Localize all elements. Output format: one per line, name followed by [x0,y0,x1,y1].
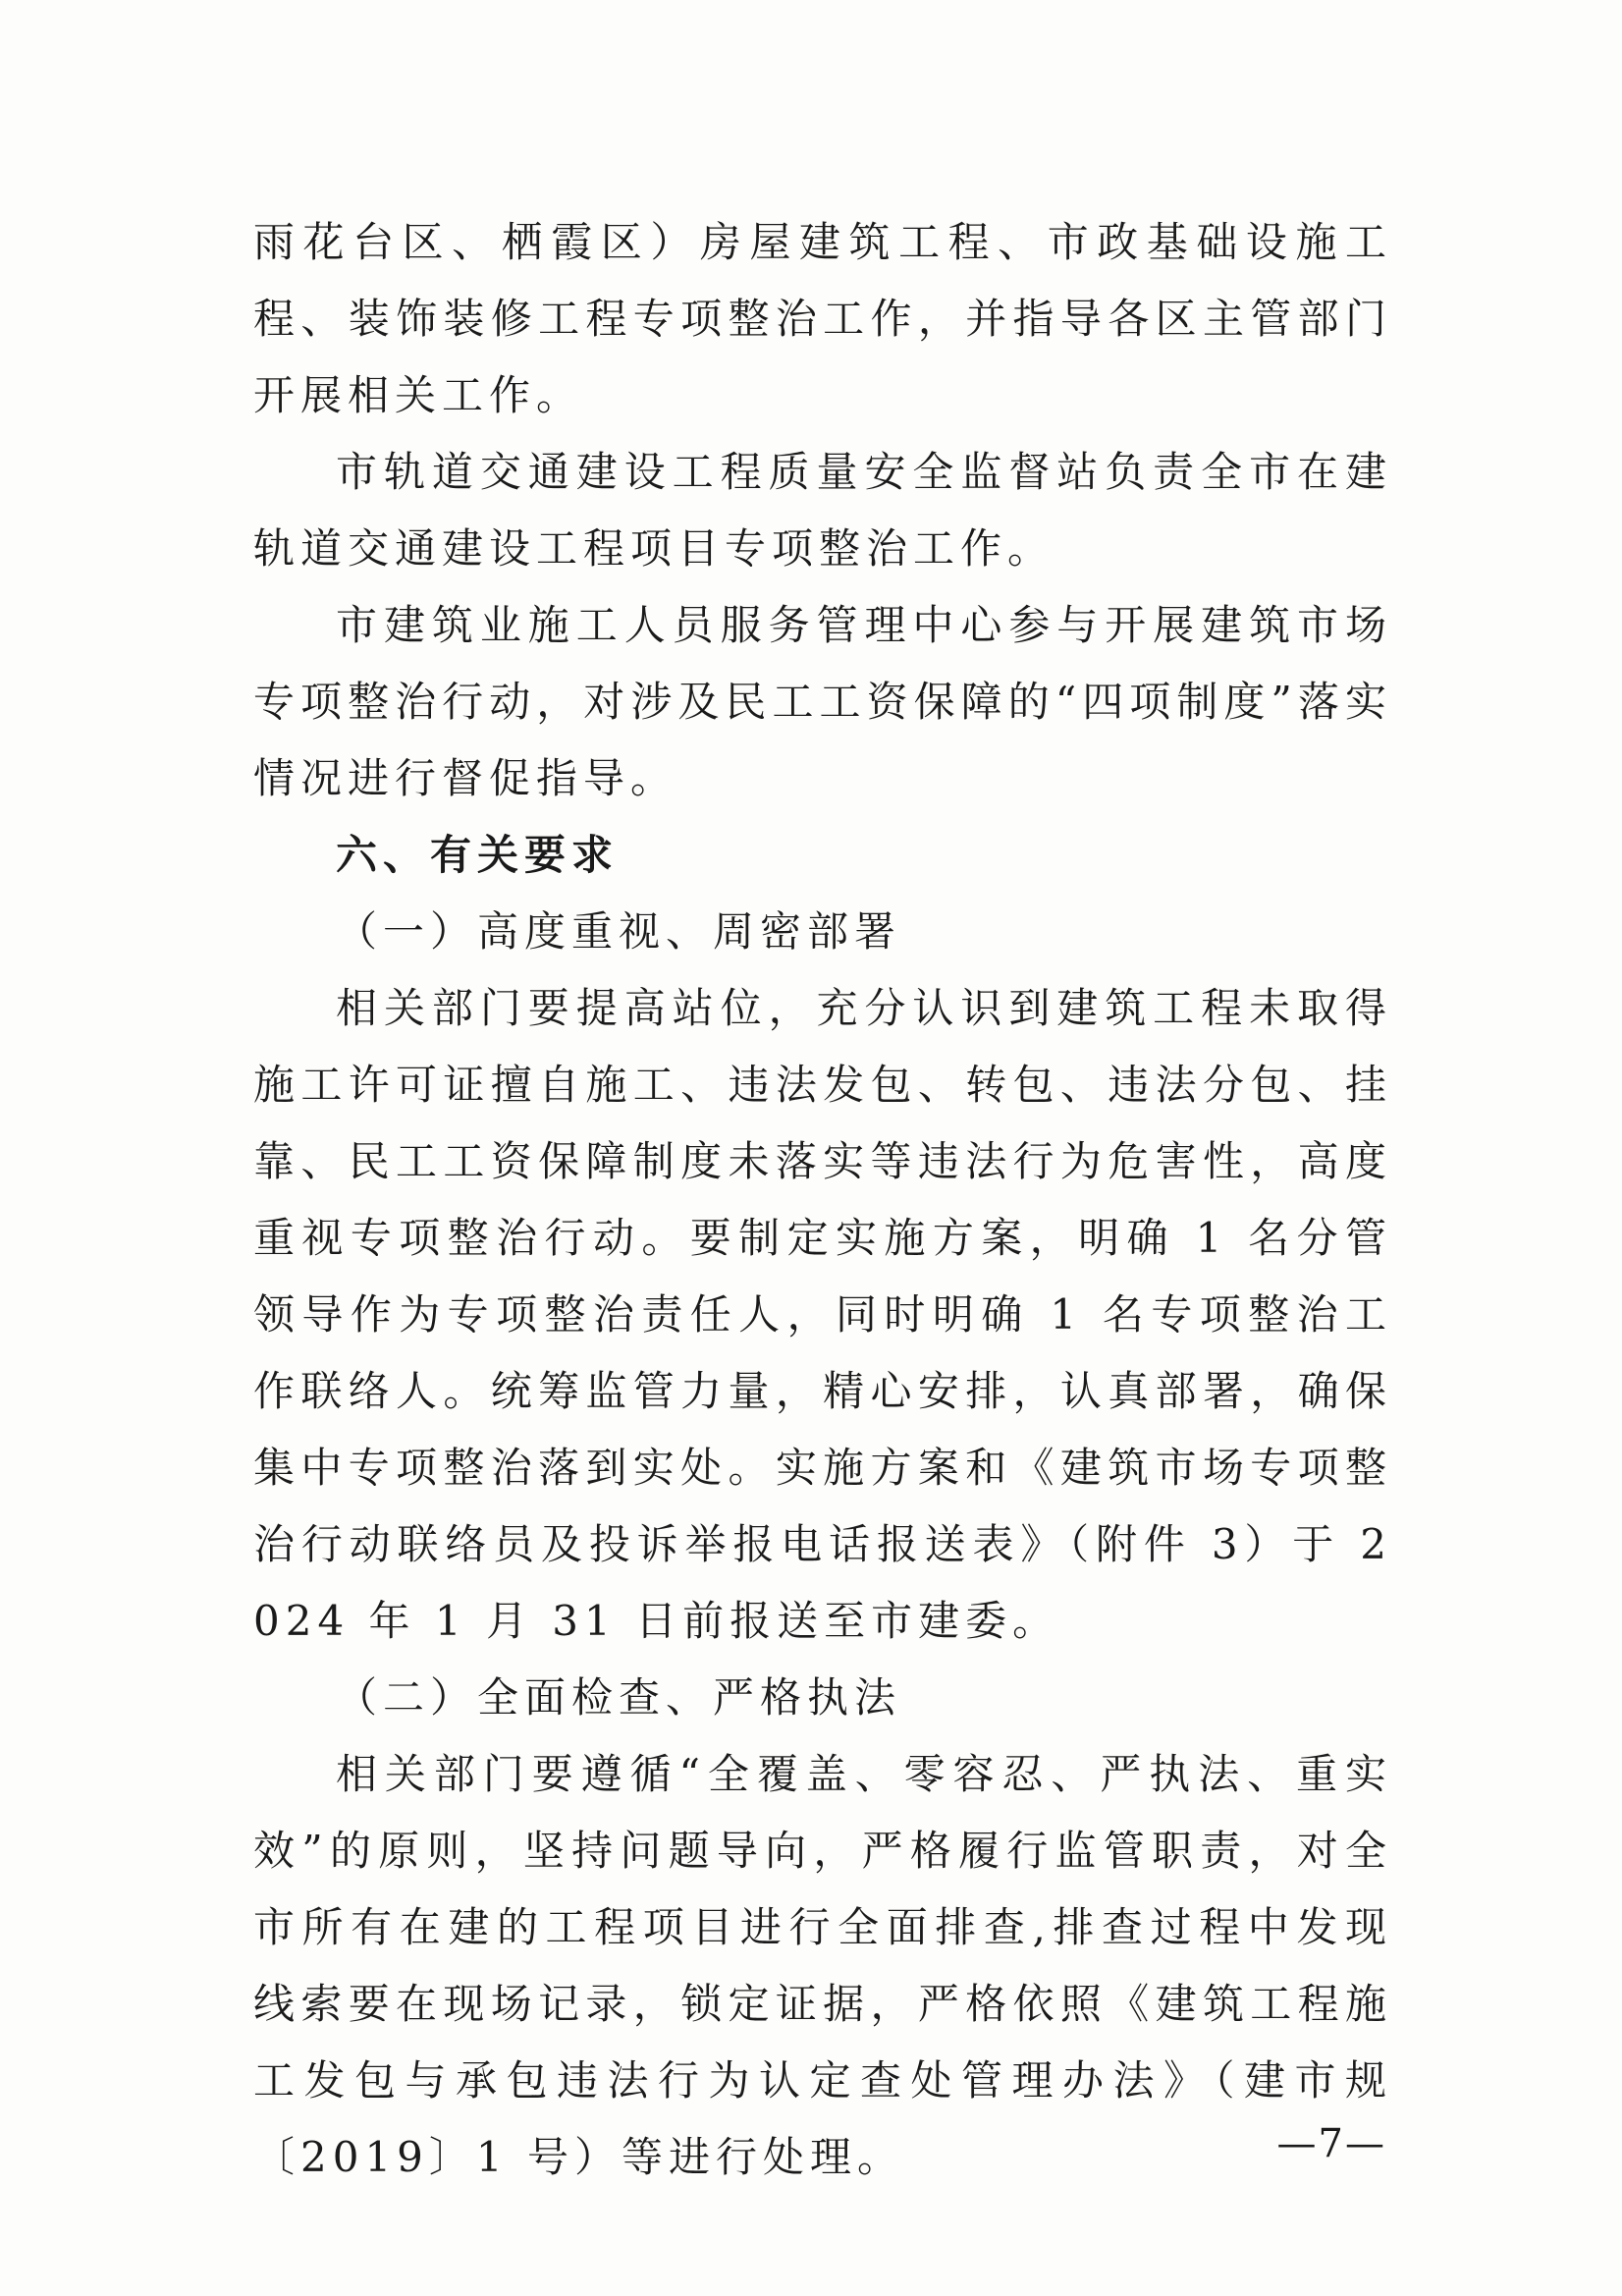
paragraph-construction-workers-center: 市建筑业施工人员服务管理中心参与开展建筑市场专项整治行动，对涉及民工工资保障的“四项制度”落实情况进行督促指导。 [253,601,1392,802]
document-body [253,204,1392,2196]
paragraph-continuation: 雨花台区、栖霞区）房屋建筑工程、市政基础设施工程、装饰装修工程专项整治工作，并指导各区主管部门开展相关工作。 [253,218,1392,419]
section-heading-requirements: 六、有关要求 [336,831,620,879]
subheading-high-attention: （一）高度重视、周密部署 [336,907,902,956]
paragraph-inspection-principles: 相关部门要遵循“全覆盖、零容忍、严执法、重实效”的原则，坚持问题导向，严格履行监管职责，对全市所有在建的工程项目进行全面排查,排查过程中发现线索要在现场记录，锁定证据，严格依照《建筑工程施工发包与承包违法行为认定查处管理办法》（建市规〔2019〕1 号）等进行处理。 [253,1750,1392,2181]
subheading-full-inspection: （二）全面检查、严格执法 [336,1673,902,1722]
page-number: —7— [1276,2121,1386,2166]
paragraph-implementation-plan: 相关部门要提高站位，充分认识到建筑工程未取得施工许可证擅自施工、违法发包、转包、违法分包、挂靠、民工工资保障制度未落实等违法行为危害性，高度重视专项整治行动。要制定实施方案，明确 1 名分管领导作为专项整治责任人，同时明确 1 名专项整治工作联络人。统筹监管力量，精心安排，认真部署，确保集中专项整治落到实处。实施方案和《建筑市场专项整治行动联络员及投诉举报电话报送表》（附件 3）于 2024 年 1 月 31 日前报送至市建委。 [253,984,1392,1645]
paragraph-rail-transit-station: 市轨道交通建设工程质量安全监督站负责全市在建轨道交通建设工程项目专项整治工作。 [253,448,1392,573]
